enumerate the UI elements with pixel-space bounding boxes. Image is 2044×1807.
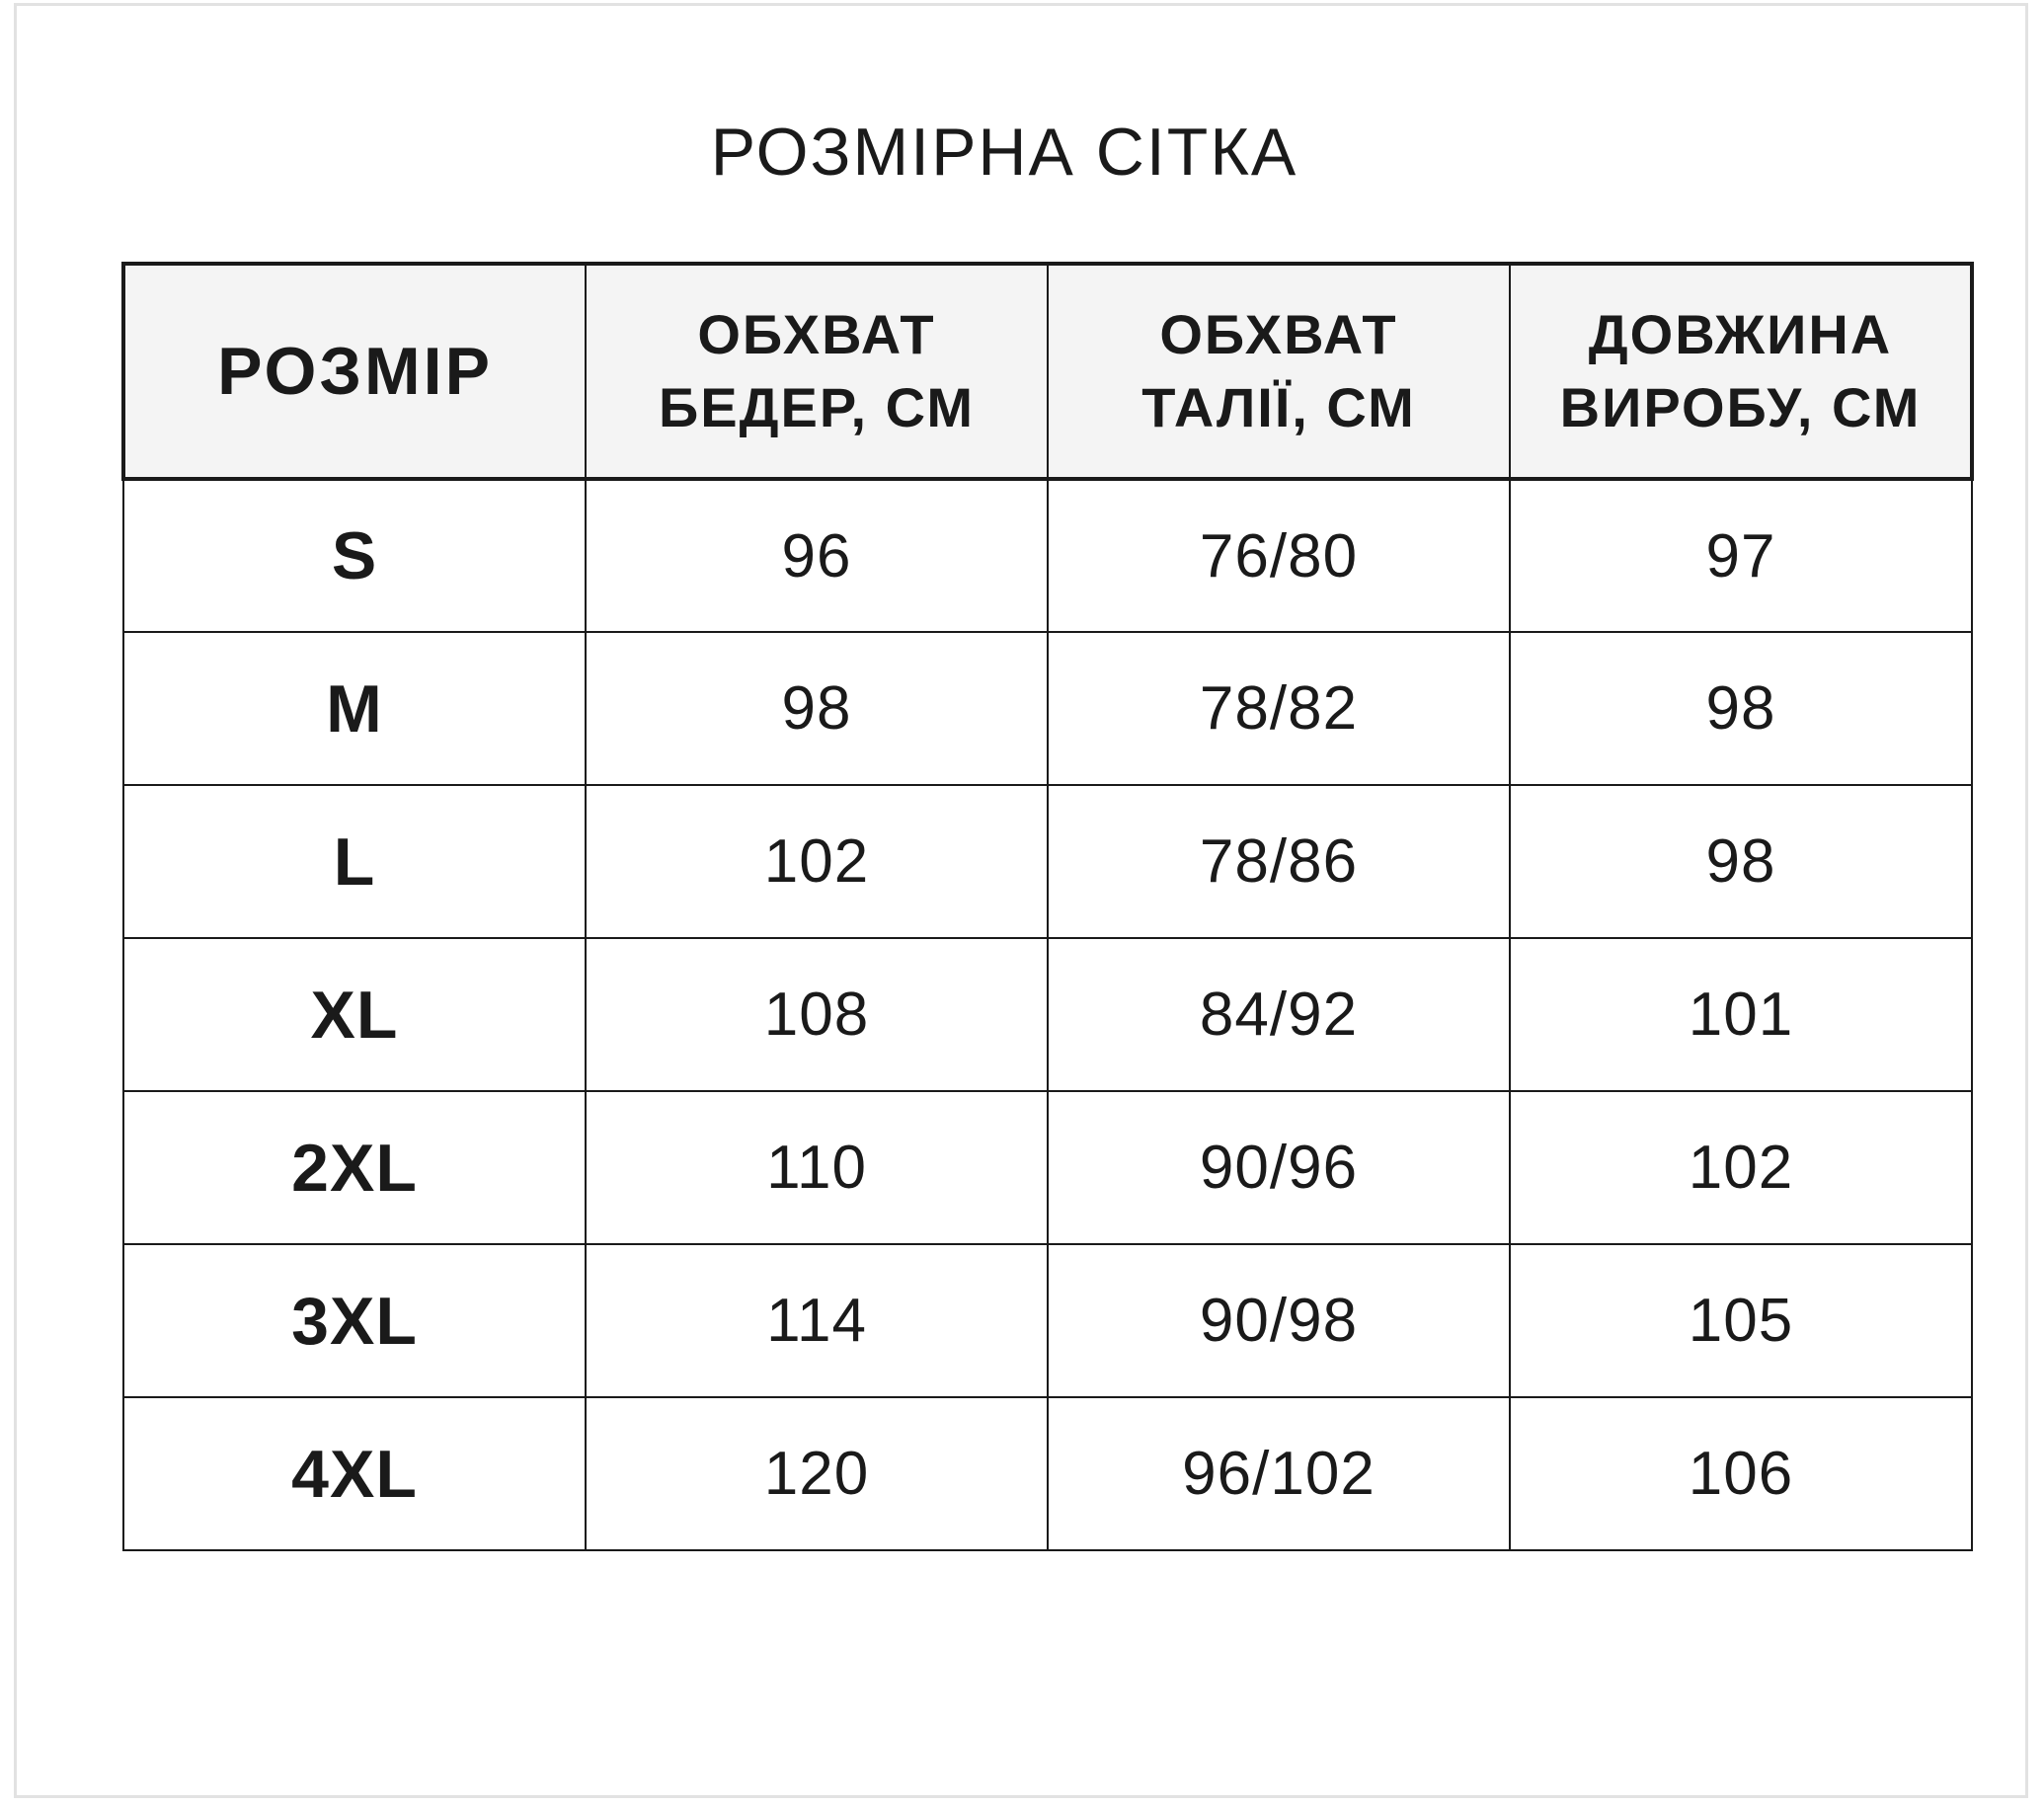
size-cell: 3XL: [123, 1244, 586, 1397]
waist-cell: 76/80: [1048, 479, 1510, 632]
length-cell: 98: [1510, 785, 1972, 938]
size-cell: M: [123, 632, 586, 785]
header-hips-line1: ОБХВАТ: [697, 303, 936, 365]
header-length: [1510, 264, 1972, 479]
header-waist: [1048, 264, 1510, 479]
size-cell: L: [123, 785, 586, 938]
table-row: [123, 632, 1972, 785]
hips-cell: 102: [586, 785, 1048, 938]
header-waist-line1: ОБХВАТ: [1159, 303, 1398, 365]
size-cell: 2XL: [123, 1091, 586, 1244]
size-cell: XL: [123, 938, 586, 1091]
header-length-line2: ВИРОБУ, СМ: [1559, 376, 1922, 438]
header-hips: [586, 264, 1048, 479]
hips-cell: 98: [586, 632, 1048, 785]
table-row: [123, 1091, 1972, 1244]
page-frame: [14, 3, 2028, 1798]
page-title: РОЗМІРНА СІТКА: [710, 115, 1298, 190]
waist-cell: 90/96: [1048, 1091, 1510, 1244]
hips-cell: 108: [586, 938, 1048, 1091]
table-row: [123, 1244, 1972, 1397]
length-cell: 101: [1510, 938, 1972, 1091]
length-cell: 106: [1510, 1397, 1972, 1550]
hips-cell: 114: [586, 1244, 1048, 1397]
table-header-row: [123, 264, 1972, 479]
waist-cell: 96/102: [1048, 1397, 1510, 1550]
size-cell: S: [123, 479, 586, 632]
table-row: [123, 938, 1972, 1091]
waist-cell: 78/82: [1048, 632, 1510, 785]
hips-cell: 120: [586, 1397, 1048, 1550]
waist-cell: 90/98: [1048, 1244, 1510, 1397]
length-cell: 97: [1510, 479, 1972, 632]
length-cell: 102: [1510, 1091, 1972, 1244]
header-waist-line2: ТАЛІЇ, СМ: [1141, 376, 1416, 438]
table-row: [123, 785, 1972, 938]
header-size-label: РОЗМІР: [217, 334, 493, 409]
table-row: [123, 1397, 1972, 1550]
length-cell: 105: [1510, 1244, 1972, 1397]
waist-cell: 84/92: [1048, 938, 1510, 1091]
waist-cell: 78/86: [1048, 785, 1510, 938]
header-length-line1: ДОВЖИНА: [1588, 303, 1893, 365]
length-cell: 98: [1510, 632, 1972, 785]
header-hips-line2: БЕДЕР, СМ: [659, 376, 975, 438]
hips-cell: 110: [586, 1091, 1048, 1244]
size-chart-table: [121, 262, 1974, 1551]
table-row: [123, 479, 1972, 632]
size-cell: 4XL: [123, 1397, 586, 1550]
hips-cell: 96: [586, 479, 1048, 632]
header-size: [123, 264, 586, 479]
